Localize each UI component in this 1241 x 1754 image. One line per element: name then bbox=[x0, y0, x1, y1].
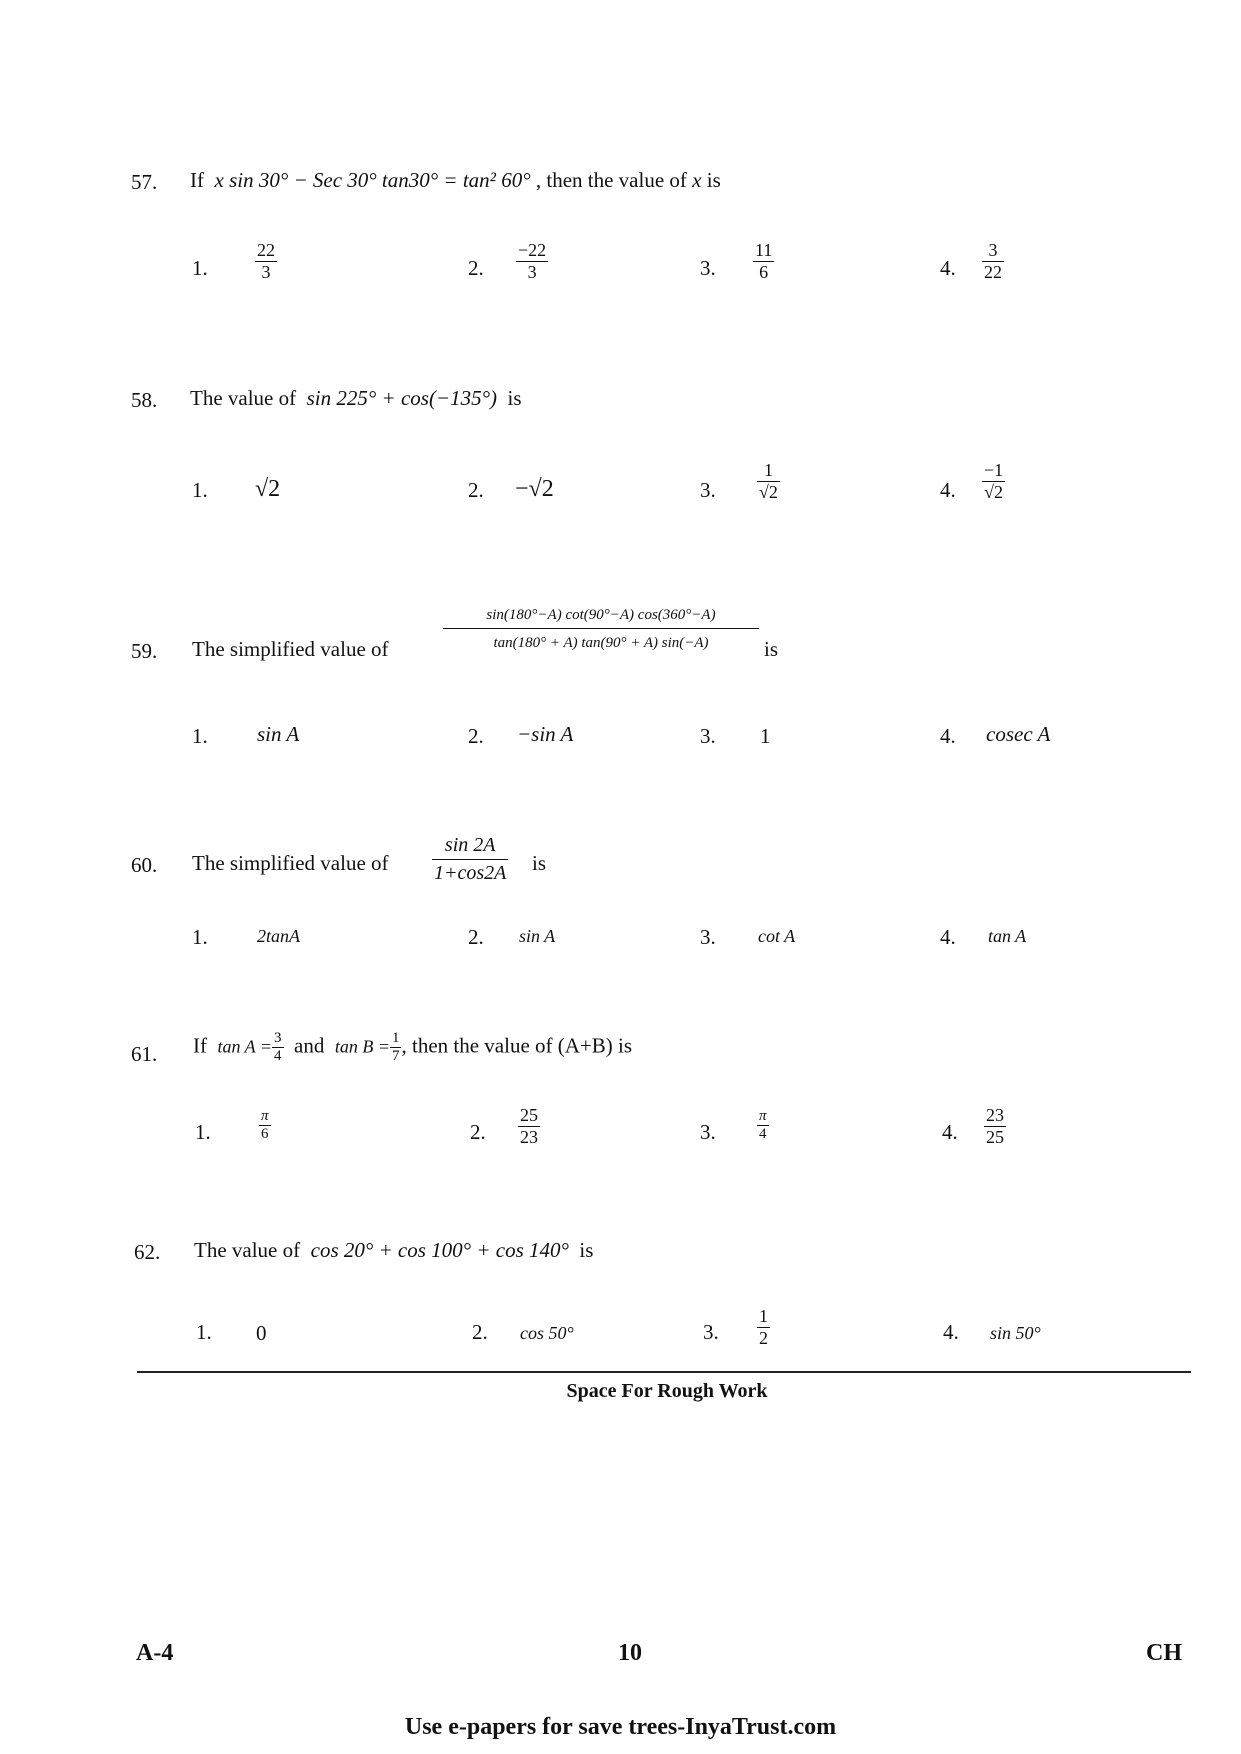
question-number: 58. bbox=[131, 388, 158, 412]
math-expression: sin 225° + cos(−135°) bbox=[306, 386, 497, 410]
option-label: 2. bbox=[468, 478, 484, 502]
question-stem: If tan A = $\frac{3}{4}$ and tan B = $\frac{1}{7}$ , then the value of (A+B) is bbox=[193, 1030, 633, 1065]
option-value: −sin A bbox=[517, 722, 574, 746]
option-value: $\frac{25}{23}$ bbox=[520, 1105, 538, 1147]
option-value: 2tanA bbox=[257, 926, 300, 946]
option-label: 1. bbox=[192, 724, 208, 748]
option-label: 3. bbox=[700, 478, 716, 502]
option-value: sin 50° bbox=[990, 1323, 1041, 1343]
option-label: 2. bbox=[468, 256, 484, 280]
option-label: 2. bbox=[470, 1120, 486, 1144]
option-label: 2. bbox=[468, 724, 484, 748]
page-number: 10 bbox=[618, 1640, 642, 1666]
fraction-expression: $\frac{\sin 2A}{1+\cos 2A}$ bbox=[434, 834, 507, 884]
option-value: $\frac{\pi}{6}$ bbox=[261, 1108, 269, 1143]
option-label: 4. bbox=[940, 256, 956, 280]
option-value: $\frac{23}{25}$ bbox=[986, 1105, 1004, 1147]
option-value: $\frac{1}{2}$ bbox=[759, 1306, 768, 1348]
question-number: 61. bbox=[131, 1042, 158, 1066]
option-value: sin A bbox=[519, 926, 556, 946]
question-stem-prefix: The simplified value of bbox=[192, 637, 389, 661]
option-label: 1. bbox=[196, 1320, 212, 1344]
option-value: cot A bbox=[758, 926, 796, 946]
option-label: 4. bbox=[942, 1120, 958, 1144]
option-value: √2 bbox=[255, 476, 281, 502]
option-value: $\frac{22}{3}$ bbox=[257, 240, 275, 282]
option-label: 1. bbox=[195, 1120, 211, 1144]
question-number: 59. bbox=[131, 639, 158, 663]
option-label: 4. bbox=[940, 724, 956, 748]
fraction-expression: sin(180°−A) cot(90°−A) cos(360°−A) tan(180° + A) tan(90° + A) sin(−A) bbox=[443, 607, 759, 652]
option-value: $\frac{3}{22}$ bbox=[984, 240, 1002, 282]
footer-subject: CH bbox=[1146, 1640, 1182, 1666]
option-label: 1. bbox=[192, 256, 208, 280]
option-label: 3. bbox=[700, 724, 716, 748]
option-value: cosec A bbox=[986, 722, 1051, 746]
option-value: −√2 bbox=[515, 476, 554, 502]
option-label: 4. bbox=[940, 925, 956, 949]
option-value: $\frac{11}{6}$ bbox=[755, 240, 773, 282]
question-stem: The value of sin 225° + cos(−135°) is bbox=[190, 386, 522, 410]
option-value: $\frac{-1}{√2}$ bbox=[984, 460, 1004, 502]
option-value: 1 bbox=[760, 724, 771, 748]
rough-work-heading: Space For Rough Work bbox=[566, 1380, 768, 1402]
question-number: 60. bbox=[131, 853, 158, 877]
option-label: 3. bbox=[703, 1320, 719, 1344]
question-stem: If x sin 30° − Sec 30° tan30° = tan² 60° , then the value of x is bbox=[190, 168, 721, 192]
option-value: tan A bbox=[988, 926, 1027, 946]
math-expression: x sin 30° − Sec 30° tan30° = tan² 60° bbox=[214, 168, 531, 192]
question-stem-end: is bbox=[532, 851, 547, 875]
option-label: 3. bbox=[700, 256, 716, 280]
option-label: 4. bbox=[943, 1320, 959, 1344]
option-label: 2. bbox=[468, 925, 484, 949]
option-value: sin A bbox=[257, 722, 300, 746]
option-value: $\frac{-22}{3}$ bbox=[518, 240, 547, 282]
option-value: cos 50° bbox=[520, 1323, 574, 1343]
option-label: 4. bbox=[940, 478, 956, 502]
footer-code: A-4 bbox=[136, 1640, 174, 1666]
watermark-credit: Use e-papers for save trees-InyaTrust.com bbox=[404, 1714, 837, 1740]
option-value: $\frac{1}{√2}$ bbox=[759, 460, 778, 502]
option-label: 2. bbox=[472, 1320, 488, 1344]
math-expression: cos 20° + cos 100° + cos 140° bbox=[310, 1238, 569, 1262]
option-label: 1. bbox=[192, 478, 208, 502]
question-stem-prefix: The simplified value of bbox=[192, 851, 389, 875]
question-number: 57. bbox=[131, 170, 158, 194]
divider-line bbox=[137, 1371, 1191, 1373]
option-value: 0 bbox=[256, 1321, 267, 1345]
option-value: $\frac{\pi}{4}$ bbox=[759, 1108, 767, 1143]
question-stem: The value of cos 20° + cos 100° + cos 140° is bbox=[194, 1238, 594, 1262]
question-number: 62. bbox=[134, 1240, 161, 1264]
option-label: 3. bbox=[700, 925, 716, 949]
option-label: 1. bbox=[192, 925, 208, 949]
question-stem-end: is bbox=[764, 637, 779, 661]
option-label: 3. bbox=[700, 1120, 716, 1144]
